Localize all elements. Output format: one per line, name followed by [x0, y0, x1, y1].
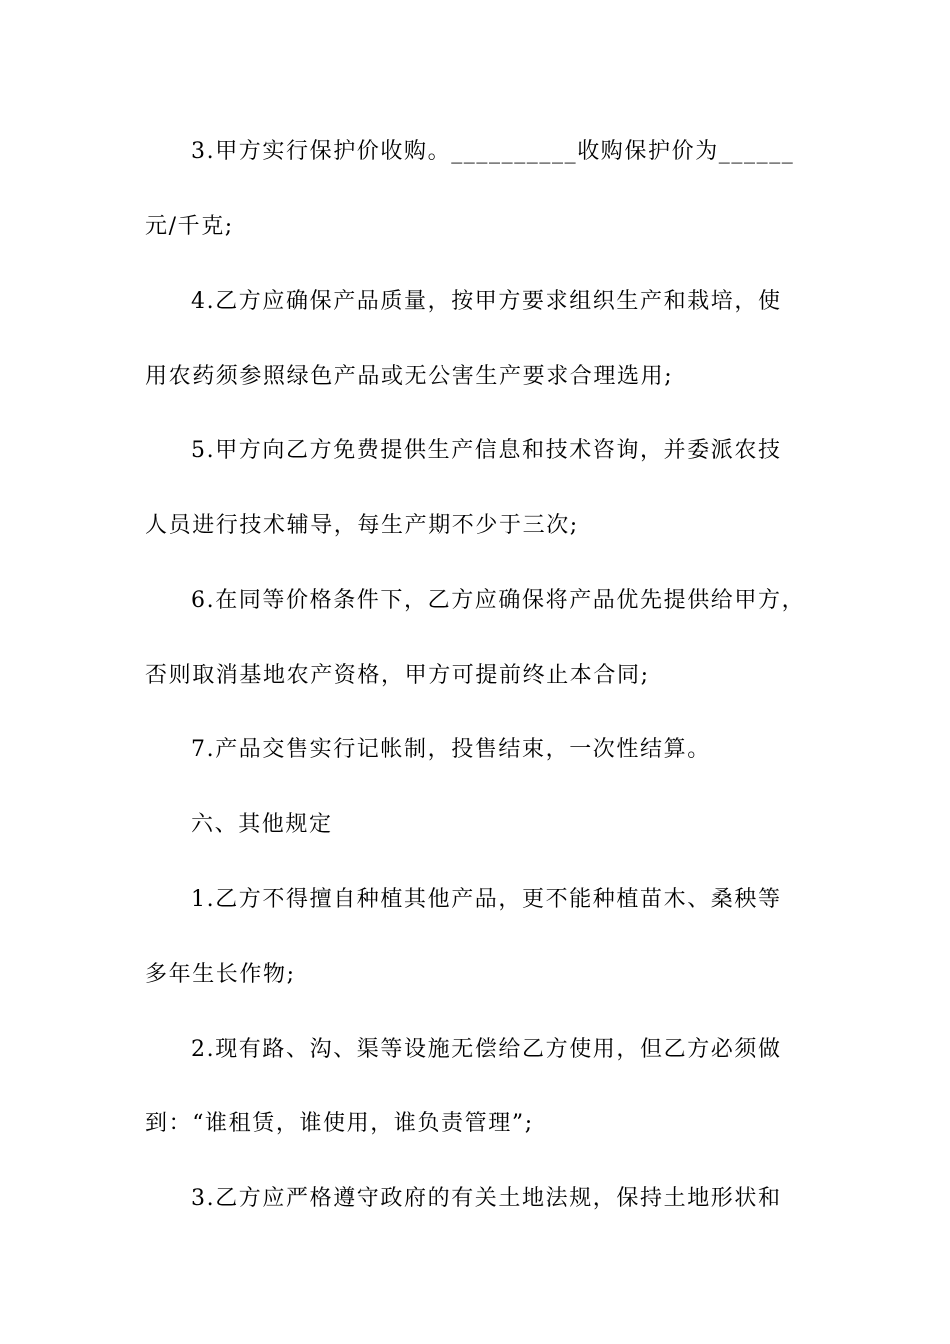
- clause-4-line-1: 4.乙方应确保产品质量，按甲方要求组织生产和栽培，使: [191, 289, 782, 314]
- other-clause-2-line-1: 2.现有路、沟、渠等设施无偿给乙方使用，但乙方必须做: [191, 1037, 782, 1062]
- clause-6-line-1: 6.在同等价格条件下，乙方应确保将产品优先提供给甲方，: [191, 588, 806, 613]
- clause-4-line-2: 用农药须参照绿色产品或无公害生产要求合理选用;: [145, 364, 674, 389]
- clause-6-line-2: 否则取消基地农产资格，甲方可提前终止本合同;: [145, 663, 650, 688]
- other-clause-2-line-2: 到：“谁租赁，谁使用，谁负责管理”;: [145, 1111, 534, 1136]
- clause-5-line-1: 5.甲方向乙方免费提供生产信息和技术咨询，并委派农技: [191, 438, 782, 463]
- other-clause-3-line-1: 3.乙方应严格遵守政府的有关土地法规，保持土地形状和: [191, 1186, 782, 1211]
- other-clause-1-line-1: 1.乙方不得擅自种植其他产品，更不能种植苗木、桑秧等: [191, 887, 782, 912]
- other-clause-1-line-2: 多年生长作物;: [145, 962, 296, 987]
- clause-5-line-2: 人员进行技术辅导，每生产期不少于三次;: [145, 513, 579, 538]
- clause-3-line-2: 元/千克;: [145, 214, 234, 239]
- section-heading-other-provisions: 六、其他规定: [191, 812, 333, 837]
- clause-3-line-1: 3.甲方实行保护价收购。__________收购保护价为______: [191, 139, 795, 164]
- clause-7-line-1: 7.产品交售实行记帐制，投售结束，一次性结算。: [191, 737, 711, 762]
